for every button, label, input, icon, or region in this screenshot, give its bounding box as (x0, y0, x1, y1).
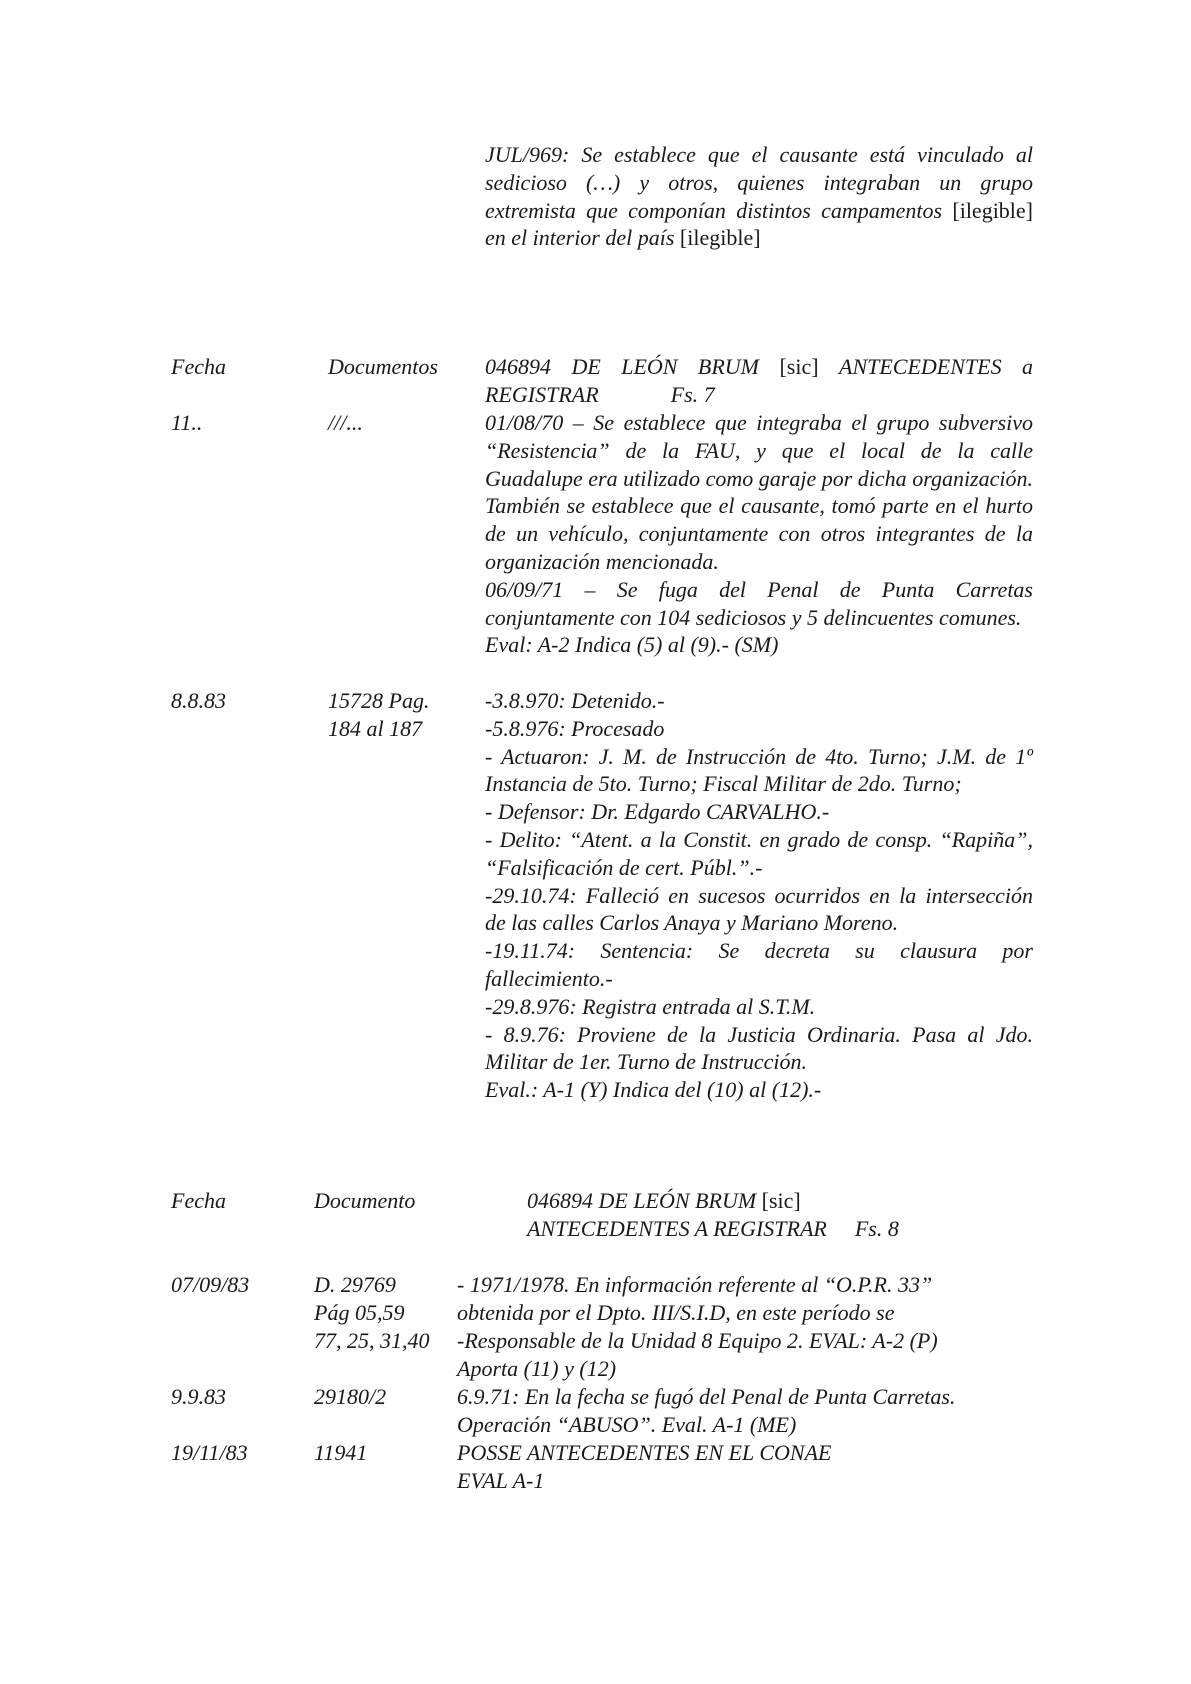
illegible-tag: [ilegible] (679, 225, 761, 251)
row-documento: D. 29769 (314, 1272, 396, 1297)
evaluation-line: Eval.: A-1 (Y) Indica del (10) al (12).- (485, 1077, 822, 1103)
row-fecha: 19/11/83 (171, 1440, 248, 1465)
section1-title-line2 (485, 381, 1033, 409)
section1-title (485, 353, 1033, 409)
row-fecha: 9.9.83 (171, 1384, 226, 1409)
illegible-tag: [ilegible] (952, 197, 1034, 223)
entry-line: -Responsable de la Unidad 8 Equipo 2. EVAL: A-2 (P) (457, 1328, 938, 1353)
entry-line: -3.8.970: Detenido.- (485, 688, 665, 713)
row-documento: 11941 (314, 1440, 368, 1465)
entry-paragraph: -19.11.74: Sentencia: Se decreta su clausura por fallecimiento.- (485, 938, 1033, 991)
record-number: 046894 DE LEÓN BRUM (485, 354, 759, 379)
entry-paragraph: 01/08/70 – Se establece que integraba el grupo subversivo “Resistencia” de la FAU, y que el local de la calle Guadalupe era utilizado como garaje por dicha organización. También se establece que el causante, tomó parte en el hurto de un vehículo, conjuntamente con otros integrantes de la organización mencionada. (485, 410, 1033, 574)
entry-line: Aporta (11) y (12) (457, 1356, 617, 1381)
intro-paragraph (485, 141, 1033, 252)
section1-title-line1 (485, 353, 1033, 381)
folio-number: Fs. 8 (854, 1215, 899, 1241)
intro-lead: JUL/969: Se establece que el causante está vinculado al sedicioso (…) y otros, quienes integraban un grupo extremista que componían distintos campamentos (485, 142, 1033, 223)
entry-line: POSSE ANTECEDENTES EN EL CONAE (457, 1440, 832, 1465)
header-documento: Documento (314, 1188, 416, 1213)
entry-line: obtenida por el Dpto. III/S.I.D, en este período se (457, 1300, 895, 1325)
row-documento-pages: Pág 05,59 (314, 1300, 405, 1325)
entry-line: -29.8.976: Registra entrada al S.T.M. (485, 993, 816, 1019)
row-fecha: 8.8.83 (171, 688, 226, 713)
folio-number: Fs. 7 (670, 381, 715, 407)
row-documento: ///... (328, 410, 363, 435)
entry-line: - 1971/1978. En información referente al “O.P.R. 33” (457, 1272, 933, 1297)
row-fecha: 11.. (171, 410, 203, 435)
evaluation-line: Eval: A-2 Indica (5) al (9).- (SM) (485, 632, 779, 658)
row1-content (485, 409, 1033, 659)
evaluation-line: EVAL A-1 (457, 1468, 545, 1493)
section2-title (527, 1187, 1027, 1243)
header-documentos: Documentos (328, 354, 438, 379)
row-documento-pages: 184 al 187 (328, 716, 423, 741)
header-fecha: Fecha (171, 354, 226, 379)
entry-paragraph: -29.10.74: Falleció en sucesos ocurridos en la intersección de las calles Carlos Anaya y Mariano Moreno. (485, 882, 1033, 936)
title-registrar: REGISTRAR (485, 381, 599, 407)
sic-tag: [sic] (779, 354, 819, 379)
record-number: 046894 DE LEÓN BRUM (527, 1188, 757, 1213)
section2-title-line2 (527, 1215, 1027, 1243)
row-documento-pages: 77, 25, 31,40 (314, 1328, 430, 1353)
title-antecedentes: ANTECEDENTES A REGISTRAR (527, 1215, 827, 1241)
row-documento: 29180/2 (314, 1384, 387, 1409)
entry-line: - Defensor: Dr. Edgardo CARVALHO.- (485, 799, 830, 825)
row-documento: 15728 Pag. (328, 688, 430, 713)
entry-paragraph: - 8.9.76: Proviene de la Justicia Ordinaria. Pasa al Jdo. Militar de 1er. Turno de Instrucción. (485, 1021, 1033, 1075)
entry-line: 6.9.71: En la fecha se fugó del Penal de Punta Carretas. (457, 1384, 956, 1409)
row-fecha: 07/09/83 (171, 1272, 250, 1297)
sic-tag: [sic] (761, 1188, 801, 1213)
section2-title-line1 (527, 1187, 1027, 1215)
entry-paragraph: - Actuaron: J. M. de Instrucción de 4to. Turno; J.M. de 1º Instancia de 5to. Turno; Fiscal Militar de 2do. Turno; (485, 743, 1033, 797)
intro-mid: en el interior del país (485, 225, 680, 251)
header-fecha: Fecha (171, 1188, 226, 1213)
title-antecedentes: ANTECEDENTES a (839, 354, 1034, 379)
entry-paragraph: - Delito: “Atent. a la Constit. en grado de consp. “Rapiña”, “Falsificación de cert. Públ.”.- (485, 826, 1033, 880)
entry-line: -5.8.976: Procesado (485, 715, 665, 741)
row2-content (485, 687, 1033, 1104)
entry-line: Operación “ABUSO”. Eval. A-1 (ME) (457, 1412, 797, 1437)
entry-paragraph: 06/09/71 – Se fuga del Penal de Punta Carretas conjuntamente con 104 sediciosos y 5 delincuentes comunes. (485, 576, 1033, 630)
